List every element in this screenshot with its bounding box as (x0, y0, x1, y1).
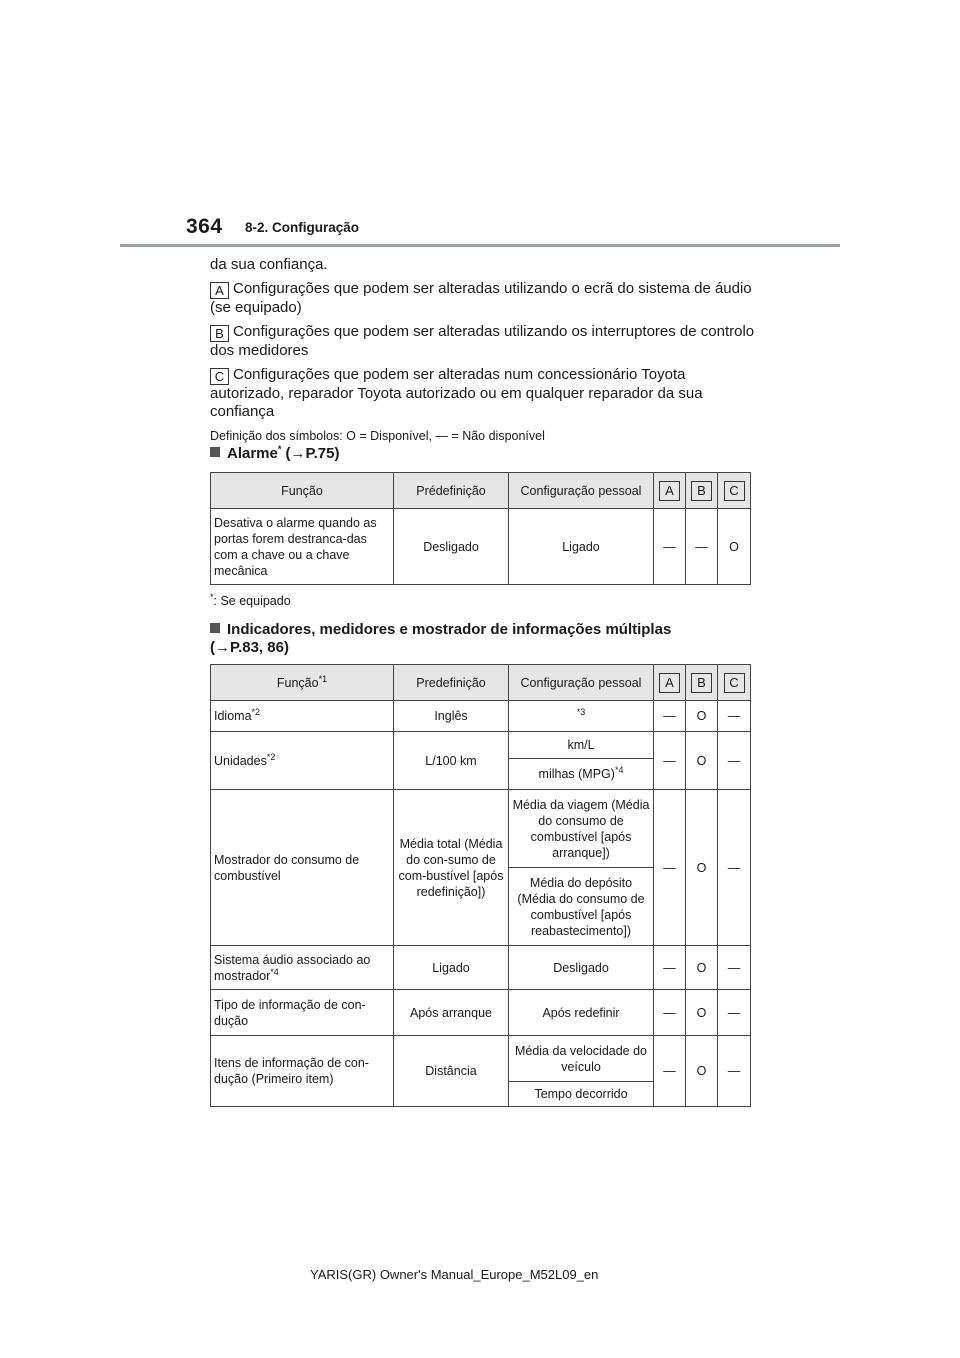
gauges-table-header (211, 665, 751, 701)
key-a-box: A (659, 673, 680, 693)
cell-c: — (718, 732, 751, 790)
cell-function: Desativa o alarme quando as portas forem destranca-das com a chave ou a chave mecânica (211, 509, 394, 585)
cell-personal: km/L (509, 732, 654, 759)
cell-function: Tipo de informação de con-dução (211, 990, 394, 1036)
section-gauges-title: Indicadores, medidores e mostrador de informações múltiplas (227, 621, 672, 638)
header-rule (120, 244, 840, 247)
cell-a: — (654, 509, 686, 585)
table-row (211, 790, 751, 868)
cell-b: O (686, 701, 718, 732)
cell-default: Inglês (394, 701, 509, 732)
cell-default: L/100 km (394, 732, 509, 790)
key-a-box: A (659, 481, 680, 501)
page-number: 364 (186, 215, 223, 238)
cell-personal: Média da viagem (Média do consumo de combustível [após arranque]) (509, 790, 654, 868)
header-default: Predefinição (394, 665, 509, 701)
footer-manual-id: YARIS(GR) Owner's Manual_Europe_M52L09_en (310, 1267, 599, 1282)
key-c-box: C (724, 673, 745, 693)
header-function: Função (211, 473, 394, 509)
cell-b: O (686, 1036, 718, 1107)
section-alarm-title: Alarme (227, 445, 278, 462)
cell-function: Unidades$^{*2}$ (211, 732, 394, 790)
key-a-box: A (210, 282, 229, 299)
table-row (211, 732, 751, 759)
square-bullet-icon (210, 447, 220, 457)
header-b (686, 665, 718, 701)
cell-personal: Tempo decorrido (509, 1082, 654, 1107)
section-gauges-ref: (→P.83, 86) (210, 639, 289, 656)
table-row (211, 946, 751, 990)
cell-personal: Após redefinir (509, 990, 654, 1036)
header-function: Função$^{*1}$ (211, 665, 394, 701)
square-bullet-icon (210, 623, 220, 633)
key-b-box: B (210, 325, 229, 342)
cell-personal: Média do depósito (Média do consumo de combustível [após reabastecimento]) (509, 868, 654, 946)
key-b-text: Configurações que podem ser alteradas utilizando os interruptores de controlo dos medidores (210, 323, 755, 359)
cell-personal: Ligado (509, 509, 654, 585)
header-b (686, 473, 718, 509)
cell-function: Itens de informação de con-dução (Primeiro item) (211, 1036, 394, 1107)
section-alarm-heading (210, 445, 339, 463)
table-row (211, 509, 751, 585)
symbol-definition: Definição dos símbolos: O = Disponível, — = Não disponível (210, 429, 545, 443)
cell-personal: Desligado (509, 946, 654, 990)
cell-default: Desligado (394, 509, 509, 585)
footnote-mark: * (210, 591, 214, 602)
cell-b: — (686, 509, 718, 585)
table-row (211, 990, 751, 1036)
section-title: 8-2. Configuração (245, 220, 360, 235)
key-c-box: C (210, 368, 229, 385)
gauges-table (210, 664, 751, 1107)
cell-personal: *3 (509, 701, 654, 732)
footnote-text: : Se equipado (213, 594, 291, 608)
cell-c: — (718, 990, 751, 1036)
header-c (718, 473, 751, 509)
cell-default: Distância (394, 1036, 509, 1107)
intro-text (210, 256, 755, 451)
intro-line: da sua confiança. (210, 256, 328, 273)
cell-a: — (654, 990, 686, 1036)
header-default: Prédefinição (394, 473, 509, 509)
header-personal: Configuração pessoal (509, 473, 654, 509)
cell-a: — (654, 701, 686, 732)
header-personal: Configuração pessoal (509, 665, 654, 701)
key-c-description (210, 366, 755, 421)
cell-function: Idioma$^{*2}$ (211, 701, 394, 732)
cell-c: O (718, 509, 751, 585)
cell-c: — (718, 701, 751, 732)
cell-personal: Média da velocidade do veículo (509, 1036, 654, 1082)
cell-default: Ligado (394, 946, 509, 990)
section-alarm-ref: (→P.75) (285, 445, 340, 462)
key-a-text: Configurações que podem ser alteradas utilizando o ecrã do sistema de áudio (se equipado) (210, 280, 752, 316)
section-alarm-sup: * (277, 444, 282, 454)
table-row (211, 701, 751, 732)
header-a (654, 665, 686, 701)
cell-a: — (654, 732, 686, 790)
key-a-description (210, 280, 755, 317)
cell-a: — (654, 946, 686, 990)
key-c-text: Configurações que podem ser alteradas num concessionário Toyota autorizado, reparador Toyota autorizado ou em qualquer reparador da sua confiança (210, 366, 703, 420)
cell-b: O (686, 946, 718, 990)
cell-c: — (718, 946, 751, 990)
key-c-box: C (724, 481, 745, 501)
cell-function: Sistema áudio associado ao mostrador$^{*4}$ (211, 946, 394, 990)
alarm-table (210, 472, 751, 585)
cell-function: Mostrador do consumo de combustível (211, 790, 394, 946)
cell-b: O (686, 790, 718, 946)
table-row (211, 1036, 751, 1082)
cell-personal: milhas (MPG)$^{*4}$ (509, 759, 654, 790)
key-b-box: B (691, 481, 712, 501)
cell-c: — (718, 1036, 751, 1107)
cell-default: Média total (Média do con-sumo de com-bustível [após redefinição]) (394, 790, 509, 946)
cell-a: — (654, 790, 686, 946)
header-c (718, 665, 751, 701)
cell-c: — (718, 790, 751, 946)
cell-default: Após arranque (394, 990, 509, 1036)
key-b-box: B (691, 673, 712, 693)
cell-b: O (686, 990, 718, 1036)
cell-a: — (654, 1036, 686, 1107)
section-gauges-heading (210, 621, 750, 657)
footnote (210, 591, 291, 608)
alarm-table-header (211, 473, 751, 509)
key-b-description (210, 323, 755, 360)
header-a (654, 473, 686, 509)
cell-b: O (686, 732, 718, 790)
